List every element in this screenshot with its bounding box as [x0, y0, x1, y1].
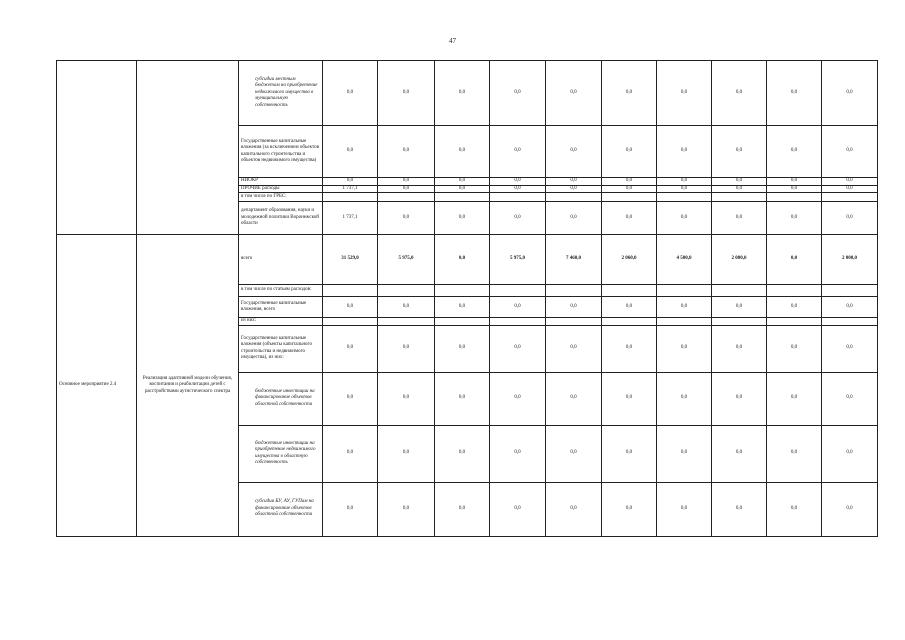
value-cell	[490, 318, 546, 326]
value-cell: 0,0	[767, 178, 822, 186]
value-cell: 0,0	[712, 185, 767, 193]
value-cell: 0,0	[435, 235, 490, 285]
value-cell: 0,0	[822, 372, 878, 425]
value-cell: 0,0	[657, 482, 712, 536]
value-cell	[657, 318, 712, 326]
value-cell: 0,0	[602, 61, 657, 126]
value-cell: 0,0	[435, 372, 490, 425]
value-cell: 0,0	[657, 126, 712, 178]
value-cell	[546, 193, 602, 202]
value-cell: 0,0	[546, 372, 602, 425]
row-label: всего	[239, 235, 323, 285]
value-cell	[323, 193, 378, 202]
value-cell: 0,0	[767, 372, 822, 425]
value-cell: 0,0	[378, 61, 435, 126]
value-cell: 0,0	[435, 482, 490, 536]
budget-table	[56, 60, 878, 537]
value-cell: 0,0	[767, 185, 822, 193]
value-cell: 0,0	[767, 425, 822, 482]
value-cell: 7 460,0	[546, 235, 602, 285]
value-cell: 0,0	[323, 325, 378, 372]
value-cell: 0,0	[602, 202, 657, 235]
row-label: ПРОЧИЕ расходы	[239, 185, 323, 193]
value-cell: 0,0	[657, 325, 712, 372]
value-cell: 0,0	[712, 178, 767, 186]
value-cell: 0,0	[378, 325, 435, 372]
value-cell: 0,0	[602, 425, 657, 482]
value-cell: 0,0	[657, 372, 712, 425]
activity-number: Основное мероприятие 2.4	[57, 235, 137, 537]
value-cell: 0,0	[378, 425, 435, 482]
value-cell	[822, 318, 878, 326]
value-cell: 0,0	[712, 325, 767, 372]
table-row	[57, 61, 878, 126]
value-cell	[657, 285, 712, 297]
value-cell: 0,0	[657, 425, 712, 482]
value-cell	[767, 193, 822, 202]
row-label: бюджетные инвестиции на финансирование объектов областной собственности	[239, 372, 323, 425]
value-cell: 0,0	[657, 61, 712, 126]
value-cell: 0,0	[435, 202, 490, 235]
value-cell: 0,0	[712, 202, 767, 235]
value-cell	[822, 193, 878, 202]
value-cell: 0,0	[378, 178, 435, 186]
value-cell: 0,0	[546, 425, 602, 482]
value-cell: 0,0	[546, 126, 602, 178]
value-cell: 0,0	[546, 202, 602, 235]
value-cell: 0,0	[490, 185, 546, 193]
value-cell: 0,0	[546, 325, 602, 372]
value-cell: 0,0	[822, 185, 878, 193]
value-cell	[767, 285, 822, 297]
value-cell: 0,0	[323, 482, 378, 536]
value-cell: 0,0	[546, 61, 602, 126]
value-cell: 0,0	[712, 126, 767, 178]
value-cell: 0,0	[435, 185, 490, 193]
value-cell	[378, 285, 435, 297]
value-cell: 0,0	[323, 126, 378, 178]
row-label: Государственные капитальные вложения (за исключением объектов капитального строительства и объектов недвижимого имущества)	[239, 126, 323, 178]
value-cell: 0,0	[490, 178, 546, 186]
row-label: НИОКР	[239, 178, 323, 186]
page-number: 47	[449, 37, 456, 45]
value-cell: 0,0	[767, 61, 822, 126]
value-cell: 0,0	[378, 297, 435, 318]
table-section-main-activity	[57, 235, 878, 537]
value-cell	[546, 318, 602, 326]
activity-title: Реализация адаптивной модели обучения, воспитания и реабилитации детей с расстройствами аутистического спектра	[137, 235, 239, 537]
value-cell: 0,0	[602, 325, 657, 372]
table-row	[57, 235, 878, 285]
row-label: в том числе по статьям расходов:	[239, 285, 323, 297]
value-cell	[602, 285, 657, 297]
value-cell: 0,0	[767, 235, 822, 285]
value-cell: 5 975,0	[490, 235, 546, 285]
value-cell	[323, 318, 378, 326]
value-cell: 0,0	[490, 482, 546, 536]
row-label: Государственные капитальные вложения (объекты капитального строительства и недвижимого имущества), из них:	[239, 325, 323, 372]
value-cell: 0,0	[767, 297, 822, 318]
value-cell: 0,0	[712, 482, 767, 536]
value-cell: 31 529,0	[323, 235, 378, 285]
value-cell: 0,0	[323, 61, 378, 126]
value-cell: 0,0	[602, 178, 657, 186]
value-cell: 0,0	[712, 61, 767, 126]
value-cell: 0,0	[323, 297, 378, 318]
value-cell: 0,0	[602, 297, 657, 318]
value-cell: 2 060,0	[602, 235, 657, 285]
value-cell	[435, 318, 490, 326]
continuation-cell-2	[137, 61, 239, 235]
continuation-cell-1	[57, 61, 137, 235]
value-cell: 0,0	[323, 178, 378, 186]
value-cell	[712, 285, 767, 297]
value-cell: 0,0	[657, 297, 712, 318]
value-cell: 0,0	[822, 202, 878, 235]
value-cell	[435, 285, 490, 297]
value-cell: 0,0	[602, 482, 657, 536]
value-cell: 0,0	[822, 126, 878, 178]
value-cell: 0,0	[490, 61, 546, 126]
row-label: субсидии местным бюджетам на приобретение недвижимого имущества в муниципальную собственность	[239, 61, 323, 126]
value-cell: 0,0	[602, 185, 657, 193]
value-cell	[490, 285, 546, 297]
value-cell: 0,0	[712, 297, 767, 318]
value-cell: 0,0	[435, 178, 490, 186]
value-cell: 0,0	[378, 482, 435, 536]
value-cell: 0,0	[822, 482, 878, 536]
value-cell: 2 000,0	[712, 235, 767, 285]
value-cell: 0,0	[435, 325, 490, 372]
value-cell	[546, 285, 602, 297]
value-cell	[602, 318, 657, 326]
value-cell: 0,0	[378, 185, 435, 193]
value-cell	[602, 193, 657, 202]
value-cell: 0,0	[435, 297, 490, 318]
value-cell: 0,0	[822, 297, 878, 318]
value-cell: 0,0	[490, 126, 546, 178]
row-label: субсидии БУ, АУ, ГУПам на финансирование объектов областной собственности	[239, 482, 323, 536]
value-cell: 2 000,0	[822, 235, 878, 285]
value-cell	[378, 318, 435, 326]
value-cell: 0,0	[767, 126, 822, 178]
value-cell	[323, 285, 378, 297]
value-cell: 0,0	[546, 482, 602, 536]
value-cell: 0,0	[767, 325, 822, 372]
value-cell: 0,0	[767, 202, 822, 235]
value-cell: 0,0	[378, 372, 435, 425]
value-cell: 0,0	[822, 425, 878, 482]
value-cell	[435, 193, 490, 202]
value-cell: 0,0	[822, 325, 878, 372]
value-cell: 0,0	[490, 372, 546, 425]
value-cell: 0,0	[490, 425, 546, 482]
value-cell	[712, 193, 767, 202]
value-cell: 0,0	[712, 372, 767, 425]
value-cell: 0,0	[490, 202, 546, 235]
value-cell: 0,0	[323, 425, 378, 482]
value-cell: 0,0	[435, 61, 490, 126]
table-section-top	[57, 61, 878, 235]
value-cell: 0,0	[490, 297, 546, 318]
row-label: Государственные капитальные вложения, всего	[239, 297, 323, 318]
value-cell: 0,0	[546, 178, 602, 186]
value-cell: 1 737,1	[323, 202, 378, 235]
value-cell: 0,0	[435, 425, 490, 482]
value-cell: 0,0	[822, 178, 878, 186]
value-cell: 0,0	[657, 185, 712, 193]
value-cell: 0,0	[546, 185, 602, 193]
value-cell: 0,0	[546, 297, 602, 318]
value-cell: 0,0	[767, 482, 822, 536]
value-cell: 0,0	[657, 202, 712, 235]
value-cell: 0,0	[712, 425, 767, 482]
value-cell: 0,0	[602, 372, 657, 425]
value-cell: 0,0	[490, 325, 546, 372]
value-cell: 5 975,0	[378, 235, 435, 285]
row-label: из них:	[239, 318, 323, 326]
value-cell: 0,0	[657, 178, 712, 186]
value-cell: 4 500,0	[657, 235, 712, 285]
value-cell	[378, 193, 435, 202]
value-cell	[822, 285, 878, 297]
value-cell	[490, 193, 546, 202]
row-label: бюджетные инвестиции на приобретение недвижимого имущества в областную собственность	[239, 425, 323, 482]
value-cell: 1 737,1	[323, 185, 378, 193]
row-label: в том числе по ГРБС:	[239, 193, 323, 202]
row-label: департамент образования, науки и молодежной политики Воронежской области	[239, 202, 323, 235]
value-cell	[767, 318, 822, 326]
value-cell: 0,0	[378, 202, 435, 235]
value-cell: 0,0	[822, 61, 878, 126]
value-cell: 0,0	[323, 372, 378, 425]
value-cell	[712, 318, 767, 326]
value-cell: 0,0	[602, 126, 657, 178]
value-cell	[657, 193, 712, 202]
value-cell: 0,0	[435, 126, 490, 178]
value-cell: 0,0	[378, 126, 435, 178]
